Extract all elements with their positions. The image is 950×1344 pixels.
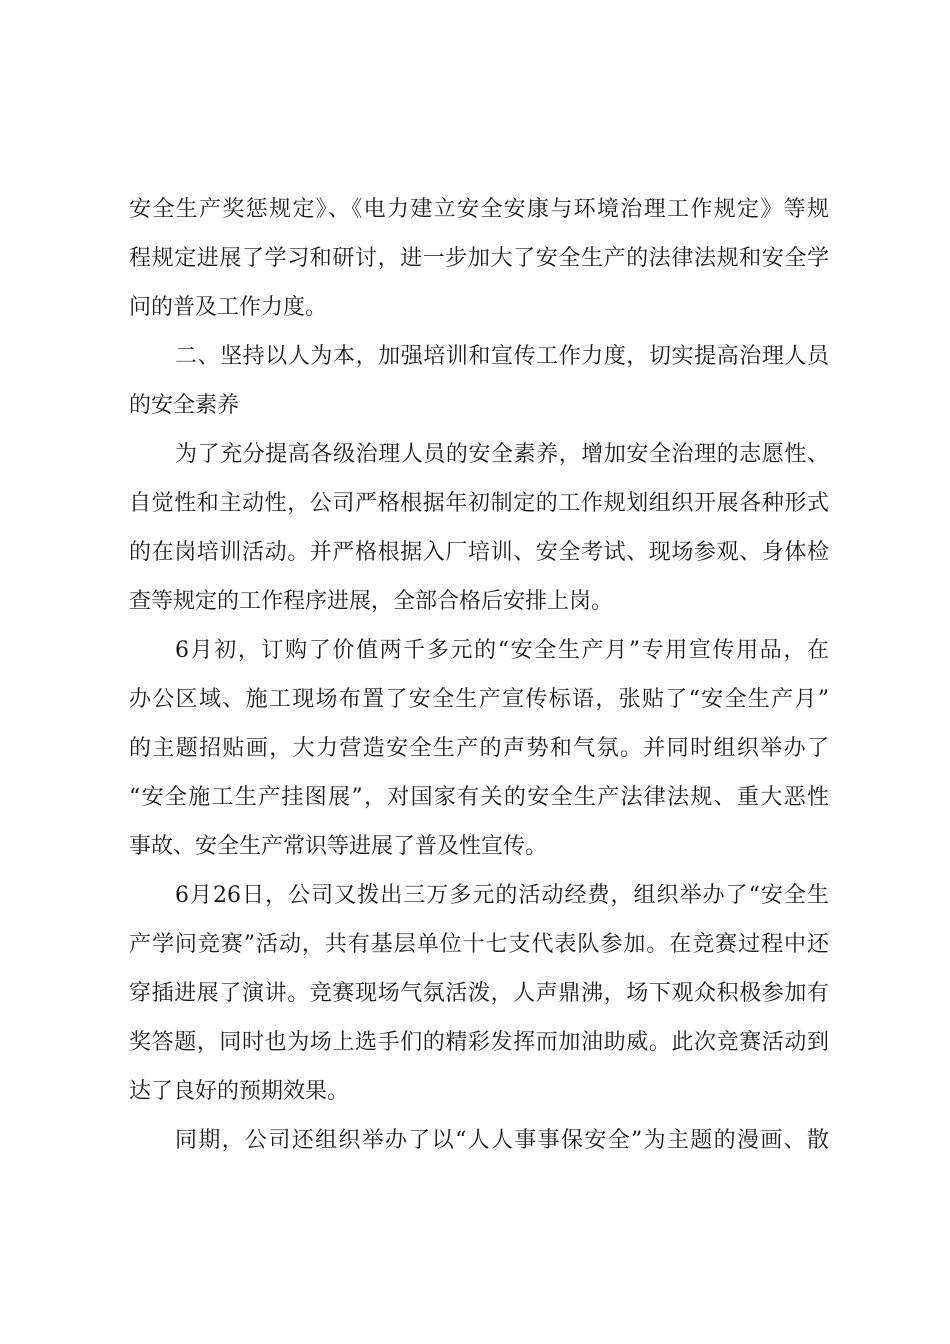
text-line: 产学问竞赛”活动，共有基层单位十七支代表队参加。在竞赛过程中还	[129, 932, 829, 957]
section-heading-line: 的安全素养	[129, 393, 240, 418]
text-line: 同期，公司还组织举办了以“人人事事保安全”为主题的漫画、散	[175, 1128, 829, 1153]
text-line: 达了良好的预期效果。	[129, 1079, 350, 1104]
text-line: 程规定进展了学习和研讨，进一步加大了安全生产的法律法规和安全学	[129, 246, 829, 271]
paragraph	[129, 871, 829, 1116]
text-line: 为了充分提高各级治理人员的安全素养，增加安全治理的志愿性、	[175, 442, 829, 467]
paragraph	[129, 626, 829, 871]
document-body	[129, 185, 829, 1165]
text-line: 事故、安全生产常识等进展了普及性宣传。	[129, 834, 548, 859]
section-heading-line: 二、坚持以人为本，加强培训和宣传工作力度，切实提高治理人员	[175, 344, 829, 369]
text-line: 的在岗培训活动。并严格根据入厂培训、安全考试、现场参观、身体检	[129, 540, 829, 565]
paragraph	[129, 185, 829, 332]
text-line: 6月初，订购了价值两千多元的“安全生产月”专用宣传用品，在	[175, 638, 829, 663]
text-line: 的主题招贴画，大力营造安全生产的声势和气氛。并同时组织举办了	[129, 736, 829, 761]
text-line: 办公区域、施工现场布置了安全生产宣传标语，张贴了“安全生产月”	[129, 687, 829, 712]
text-line: 查等规定的工作程序进展，全部合格后安排上岗。	[129, 589, 614, 614]
text-line: 自觉性和主动性，公司严格根据年初制定的工作规划组织开展各种形式	[129, 491, 829, 516]
text-line: 奖答题，同时也为场上选手们的精彩发挥而加油助威。此次竞赛活动到	[129, 1030, 829, 1055]
text-line: 穿插进展了演讲。竞赛现场气氛活泼，人声鼎沸，场下观众积极参加有	[129, 981, 829, 1006]
text-line: 安全生产奖惩规定》、《电力建立安全安康与环境治理工作规定》等规	[129, 197, 829, 222]
paragraph	[129, 332, 829, 430]
text-line: 问的普及工作力度。	[129, 295, 328, 320]
text-line: “安全施工生产挂图展”，对国家有关的安全生产法律法规、重大恶性	[129, 785, 829, 810]
text-line: 6月26日，公司又拨出三万多元的活动经费，组织举办了“安全生	[175, 883, 829, 908]
paragraph	[129, 430, 829, 626]
paragraph	[129, 1116, 829, 1165]
